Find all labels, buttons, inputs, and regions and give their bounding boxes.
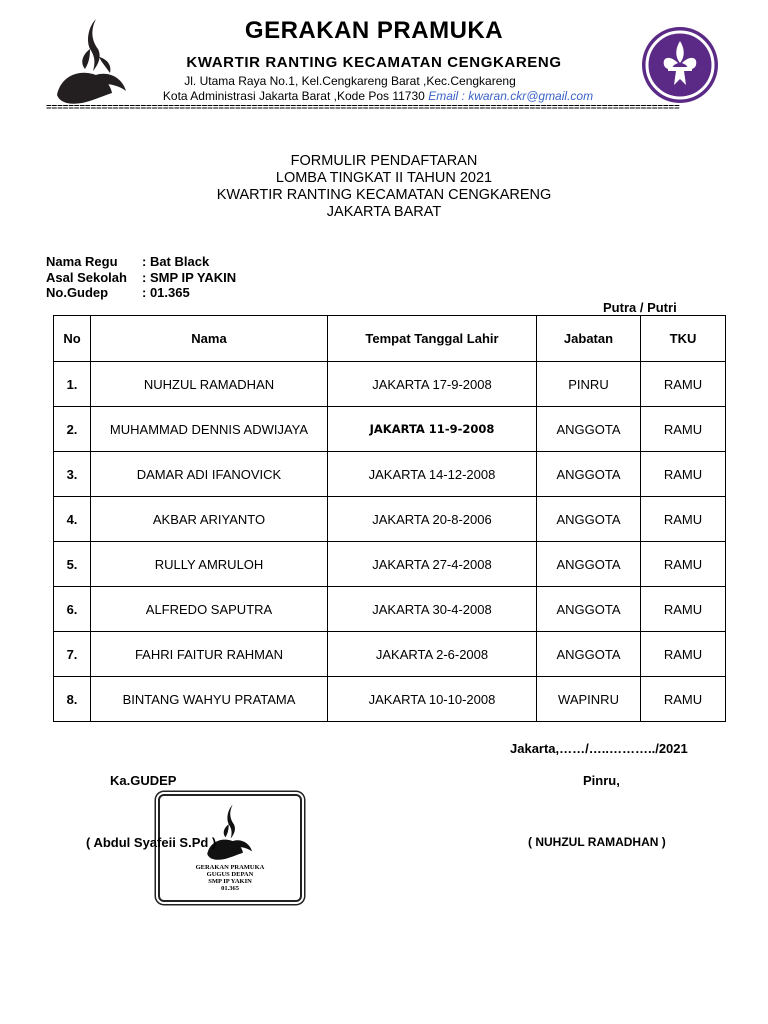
table-row <box>54 542 726 587</box>
cell-no: 7. <box>54 632 91 677</box>
stamp-line-3: SMP IP YAKIN <box>208 878 252 885</box>
header-nama: Nama <box>91 316 328 362</box>
cell-tku: RAMU <box>641 542 726 587</box>
address-line-2 <box>0 89 756 103</box>
cell-ttl: JAKARTA 20-8-2006 <box>328 497 537 542</box>
asal-sekolah-label: Asal Sekolah <box>46 269 127 285</box>
cell-jabatan: ANGGOTA <box>537 542 641 587</box>
cell-no: 1. <box>54 362 91 407</box>
table-row <box>54 407 726 452</box>
org-title: GERAKAN PRAMUKA <box>244 17 504 44</box>
cell-ttl: JAKARTA 27-4-2008 <box>328 542 537 587</box>
form-heading <box>0 153 768 221</box>
heading-line-2: LOMBA TINGKAT II TAHUN 2021 <box>275 170 493 186</box>
cell-jabatan: PINRU <box>537 362 641 407</box>
table-row <box>54 497 726 542</box>
cell-nama: ALFREDO SAPUTRA <box>91 587 328 632</box>
header-tku: TKU <box>641 316 726 362</box>
cell-jabatan: ANGGOTA <box>537 632 641 677</box>
team-info <box>46 254 236 301</box>
header-no: No <box>54 316 91 362</box>
heading-line-4: JAKARTA BARAT <box>326 204 442 220</box>
cell-nama: DAMAR ADI IFANOVICK <box>91 452 328 497</box>
nama-regu-value: : Bat Black <box>142 254 210 269</box>
cell-tku: RAMU <box>641 452 726 497</box>
ka-gudep-signatory: ( Abdul Syafeii S.Pd ) <box>86 835 217 850</box>
gender-label: Putra / Putri <box>603 300 677 315</box>
cell-jabatan: ANGGOTA <box>537 497 641 542</box>
cell-jabatan: ANGGOTA <box>537 587 641 632</box>
cell-no: 3. <box>54 452 91 497</box>
table-row <box>54 677 726 722</box>
cell-ttl: JAKARTA 30-4-2008 <box>328 587 537 632</box>
cell-ttl: JAKARTA 14-12-2008 <box>328 452 537 497</box>
gudep-label: No.Gudep <box>46 285 109 300</box>
stamp-line-1: GERAKAN PRAMUKA <box>195 864 265 871</box>
stamp-text <box>160 864 300 892</box>
cell-nama: BINTANG WAHYU PRATAMA <box>91 677 328 722</box>
cell-tku: RAMU <box>641 362 726 407</box>
ka-gudep-label: Ka.GUDEP <box>110 773 177 788</box>
email-link[interactable]: Email : kwaran.ckr@gmail.com <box>428 89 594 103</box>
cell-no: 6. <box>54 587 91 632</box>
cell-ttl: JAKARTA 17-9-2008 <box>328 362 537 407</box>
org-subtitle: KWARTIR RANTING KECAMATAN CENGKARENG <box>186 54 562 71</box>
cell-nama: NUHZUL RAMADHAN <box>91 362 328 407</box>
table-row <box>54 587 726 632</box>
cell-jabatan: ANGGOTA <box>537 407 641 452</box>
cell-tku: RAMU <box>641 497 726 542</box>
cell-tku: RAMU <box>641 587 726 632</box>
header-jabatan: Jabatan <box>537 316 641 362</box>
asal-sekolah-value: : SMP IP YAKIN <box>142 269 237 285</box>
nama-regu-label: Nama Regu <box>46 254 118 269</box>
table-header-row <box>54 316 726 362</box>
header-ttl: Tempat Tanggal Lahir <box>328 316 537 362</box>
cell-nama: AKBAR ARIYANTO <box>91 497 328 542</box>
address-city: Kota Administrasi Jakarta Barat ,Kode Pos 11730 <box>162 89 425 103</box>
gudep-value: : 01.365 <box>142 285 190 300</box>
cell-ttl: JAKARTA 10-10-2008 <box>328 677 537 722</box>
cell-no: 4. <box>54 497 91 542</box>
registration-table <box>53 315 726 722</box>
stamp-line-4: 01.365 <box>221 885 239 892</box>
cell-nama: RULLY AMRULOH <box>91 542 328 587</box>
signing-date: Jakarta,……/…..………../2021 <box>510 741 688 756</box>
table-row <box>54 632 726 677</box>
cell-ttl: JAKARTA 2-6-2008 <box>328 632 537 677</box>
stamp-line-2: GUGUS DEPAN <box>206 871 254 878</box>
cell-no: 5. <box>54 542 91 587</box>
cell-tku: RAMU <box>641 677 726 722</box>
heading-line-3: KWARTIR RANTING KECAMATAN CENGKARENG <box>216 187 552 203</box>
cell-no: 8. <box>54 677 91 722</box>
pinru-label: Pinru, <box>583 773 620 788</box>
heading-line-1: FORMULIR PENDAFTARAN <box>290 153 478 169</box>
stamp-logo-icon <box>204 802 256 862</box>
cell-tku: RAMU <box>641 407 726 452</box>
cell-nama: FAHRI FAITUR RAHMAN <box>91 632 328 677</box>
table-row <box>54 362 726 407</box>
address-line-1: Jl. Utama Raya No.1, Kel.Cengkareng Barat ,Kec.Cengkareng <box>184 74 516 88</box>
cell-ttl: JAKARTA 11-9-2008 <box>328 407 537 452</box>
cell-nama: MUHAMMAD DENNIS ADWIJAYA <box>91 407 328 452</box>
cell-jabatan: ANGGOTA <box>537 452 641 497</box>
cell-tku: RAMU <box>641 632 726 677</box>
header-divider: ================================================================================================================== <box>46 102 680 113</box>
cell-jabatan: WAPINRU <box>537 677 641 722</box>
cell-no: 2. <box>54 407 91 452</box>
table-row <box>54 452 726 497</box>
pinru-signatory: ( NUHZUL RAMADHAN ) <box>528 835 666 849</box>
